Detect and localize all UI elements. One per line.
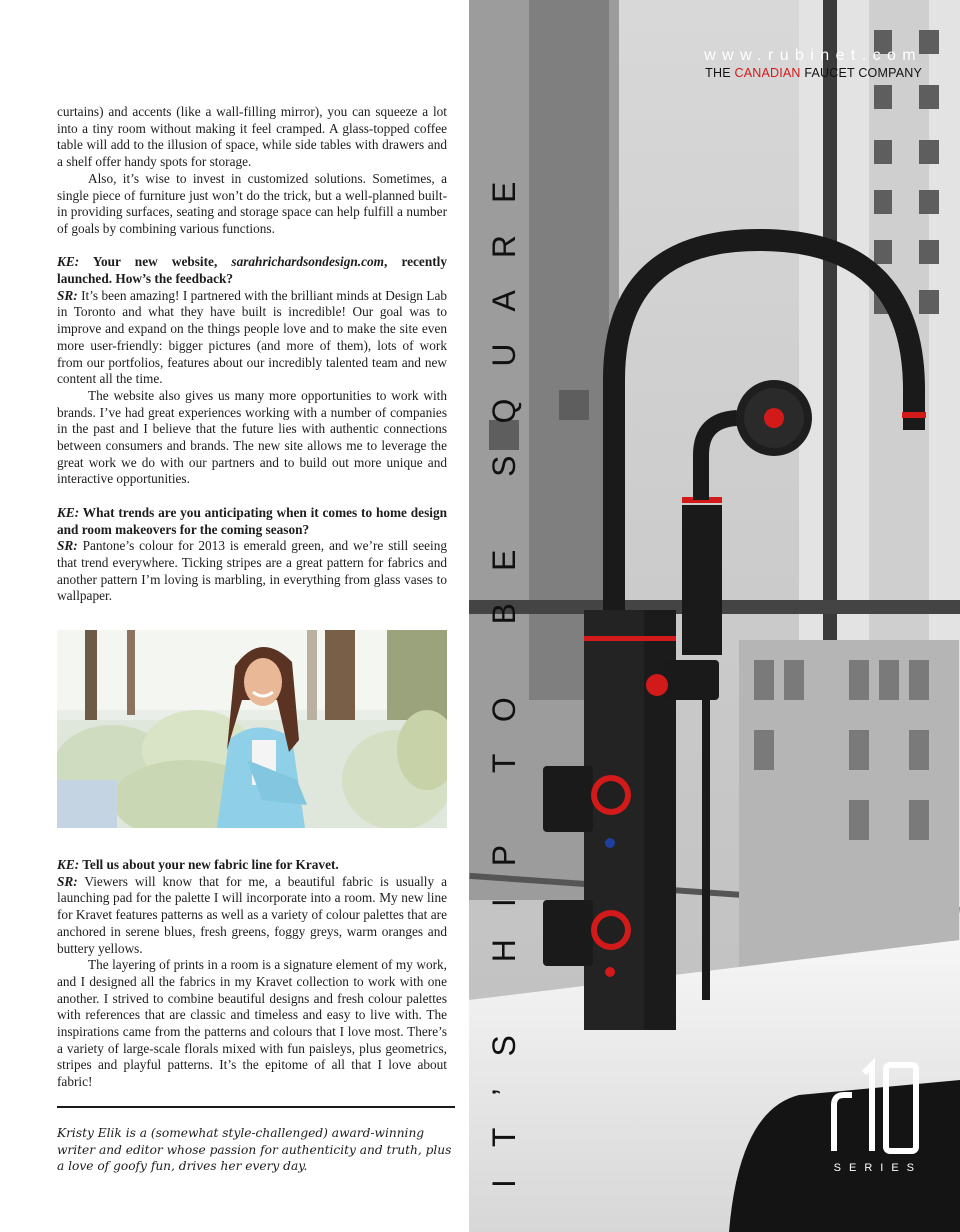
r10-logo [826,1055,922,1155]
author-bio: Kristy Elik is a (somewhat style-challenged) award-winning writer and editor whose passion for authenticity and truth, plus a love of goofy fun, drives her every day. [57,1126,452,1174]
paragraph: The layering of prints in a room is a signature element of my work, and I designed all the fabrics in my Kravet collection to work with one another. I strived to combine beautiful designs and fresh colour palettes with references that are classic and timeless and easy to live with. The inspirations came from the patterns and colours that I love most. There’s a variety of large-scale florals mixed with fun paisleys, plus geometrics, stripes and playful patterns. It’s the epitome of all that I love about fabric! [57,957,447,1090]
divider-rule [57,1106,455,1108]
portrait-photo [57,630,447,828]
website-link[interactable]: sarahrichardsondesign.com [231,254,384,270]
article-lower [57,857,447,1091]
series-label: SERIES [833,1162,922,1174]
answer: SR: Viewers will know that for me, a beautiful fabric is usually a launching pad for the palette I will incorporate into a room. My new line for Kravet features patterns as well as a variety of colour palettes that are anchored in serene blues, fresh greens, foggy greys, warm oranges and buttery yellows. [57,873,447,956]
interviewer-initials: KE: [57,504,80,520]
answer: SR: It’s been amazing! I partnered with the brilliant minds at Design Lab in Toronto and what they have built is incredible! Our goal was to improve and expand on the things people love and to make the site even more user-friendly: bigger pictures (and more of them), lots of work from our portfolios, features about our incredibly talented team and new content all the time. [57,287,447,387]
question: KE: What trends are you anticipating when it comes to home design and room makeovers for the coming season? [57,504,447,537]
answer: SR: Pantone’s colour for 2013 is emerald green, and we’re still seeing that trend everywhere. Ticking stripes are a great pattern for fabrics and another pattern I’m loving is marbling, in everything from glass vases to wallpaper. [57,538,447,604]
question: KE: Tell us about your new fabric line for Kravet. [57,857,339,872]
interviewee-initials: SR: [57,287,78,303]
company-tagline: THE CANADIAN FAUCET COMPANY [705,66,922,80]
question: KE: Your new website, sarahrichardsondesign.com, recently launched. How’s the feedback? [57,254,447,287]
r10-logo-mark [826,1055,922,1155]
vertical-headline: IT’S HIP TO BE SQUARE [486,149,522,1188]
interviewee-initials: SR: [57,538,78,554]
paragraph: Also, it’s wise to invest in customized solutions. Sometimes, a single piece of furniture just won’t do the trick, but a well-planned built-in providing surfaces, seating and storage space can help fulfill a number of goals by combining various functions. [57,170,447,236]
article-upper [57,104,447,605]
rubinet-advertisement [469,0,960,1232]
interviewer-initials: KE: [57,254,80,270]
interviewer-initials: KE: [57,857,80,872]
interviewee-initials: SR: [57,873,78,889]
paragraph: The website also gives us many more opportunities to work with brands. I’ve had great experiences working with a number of companies in the past and I believe that the future lies with authentic connections between consumers and brands. The new site allows me to leverage the great work we do with our partners and to build out more unique and interactive opportunities. [57,387,447,487]
paragraph: curtains) and accents (like a wall-filling mirror), you can squeeze a lot into a tiny room without making it feel cramped. A glass-topped coffee table will add to the illusion of space, while side tables with drawers and a shelf offer handy spots for storage. [57,104,447,170]
website-url[interactable]: www.rubinet.com [704,47,922,64]
faucet-illustration [469,0,960,1232]
